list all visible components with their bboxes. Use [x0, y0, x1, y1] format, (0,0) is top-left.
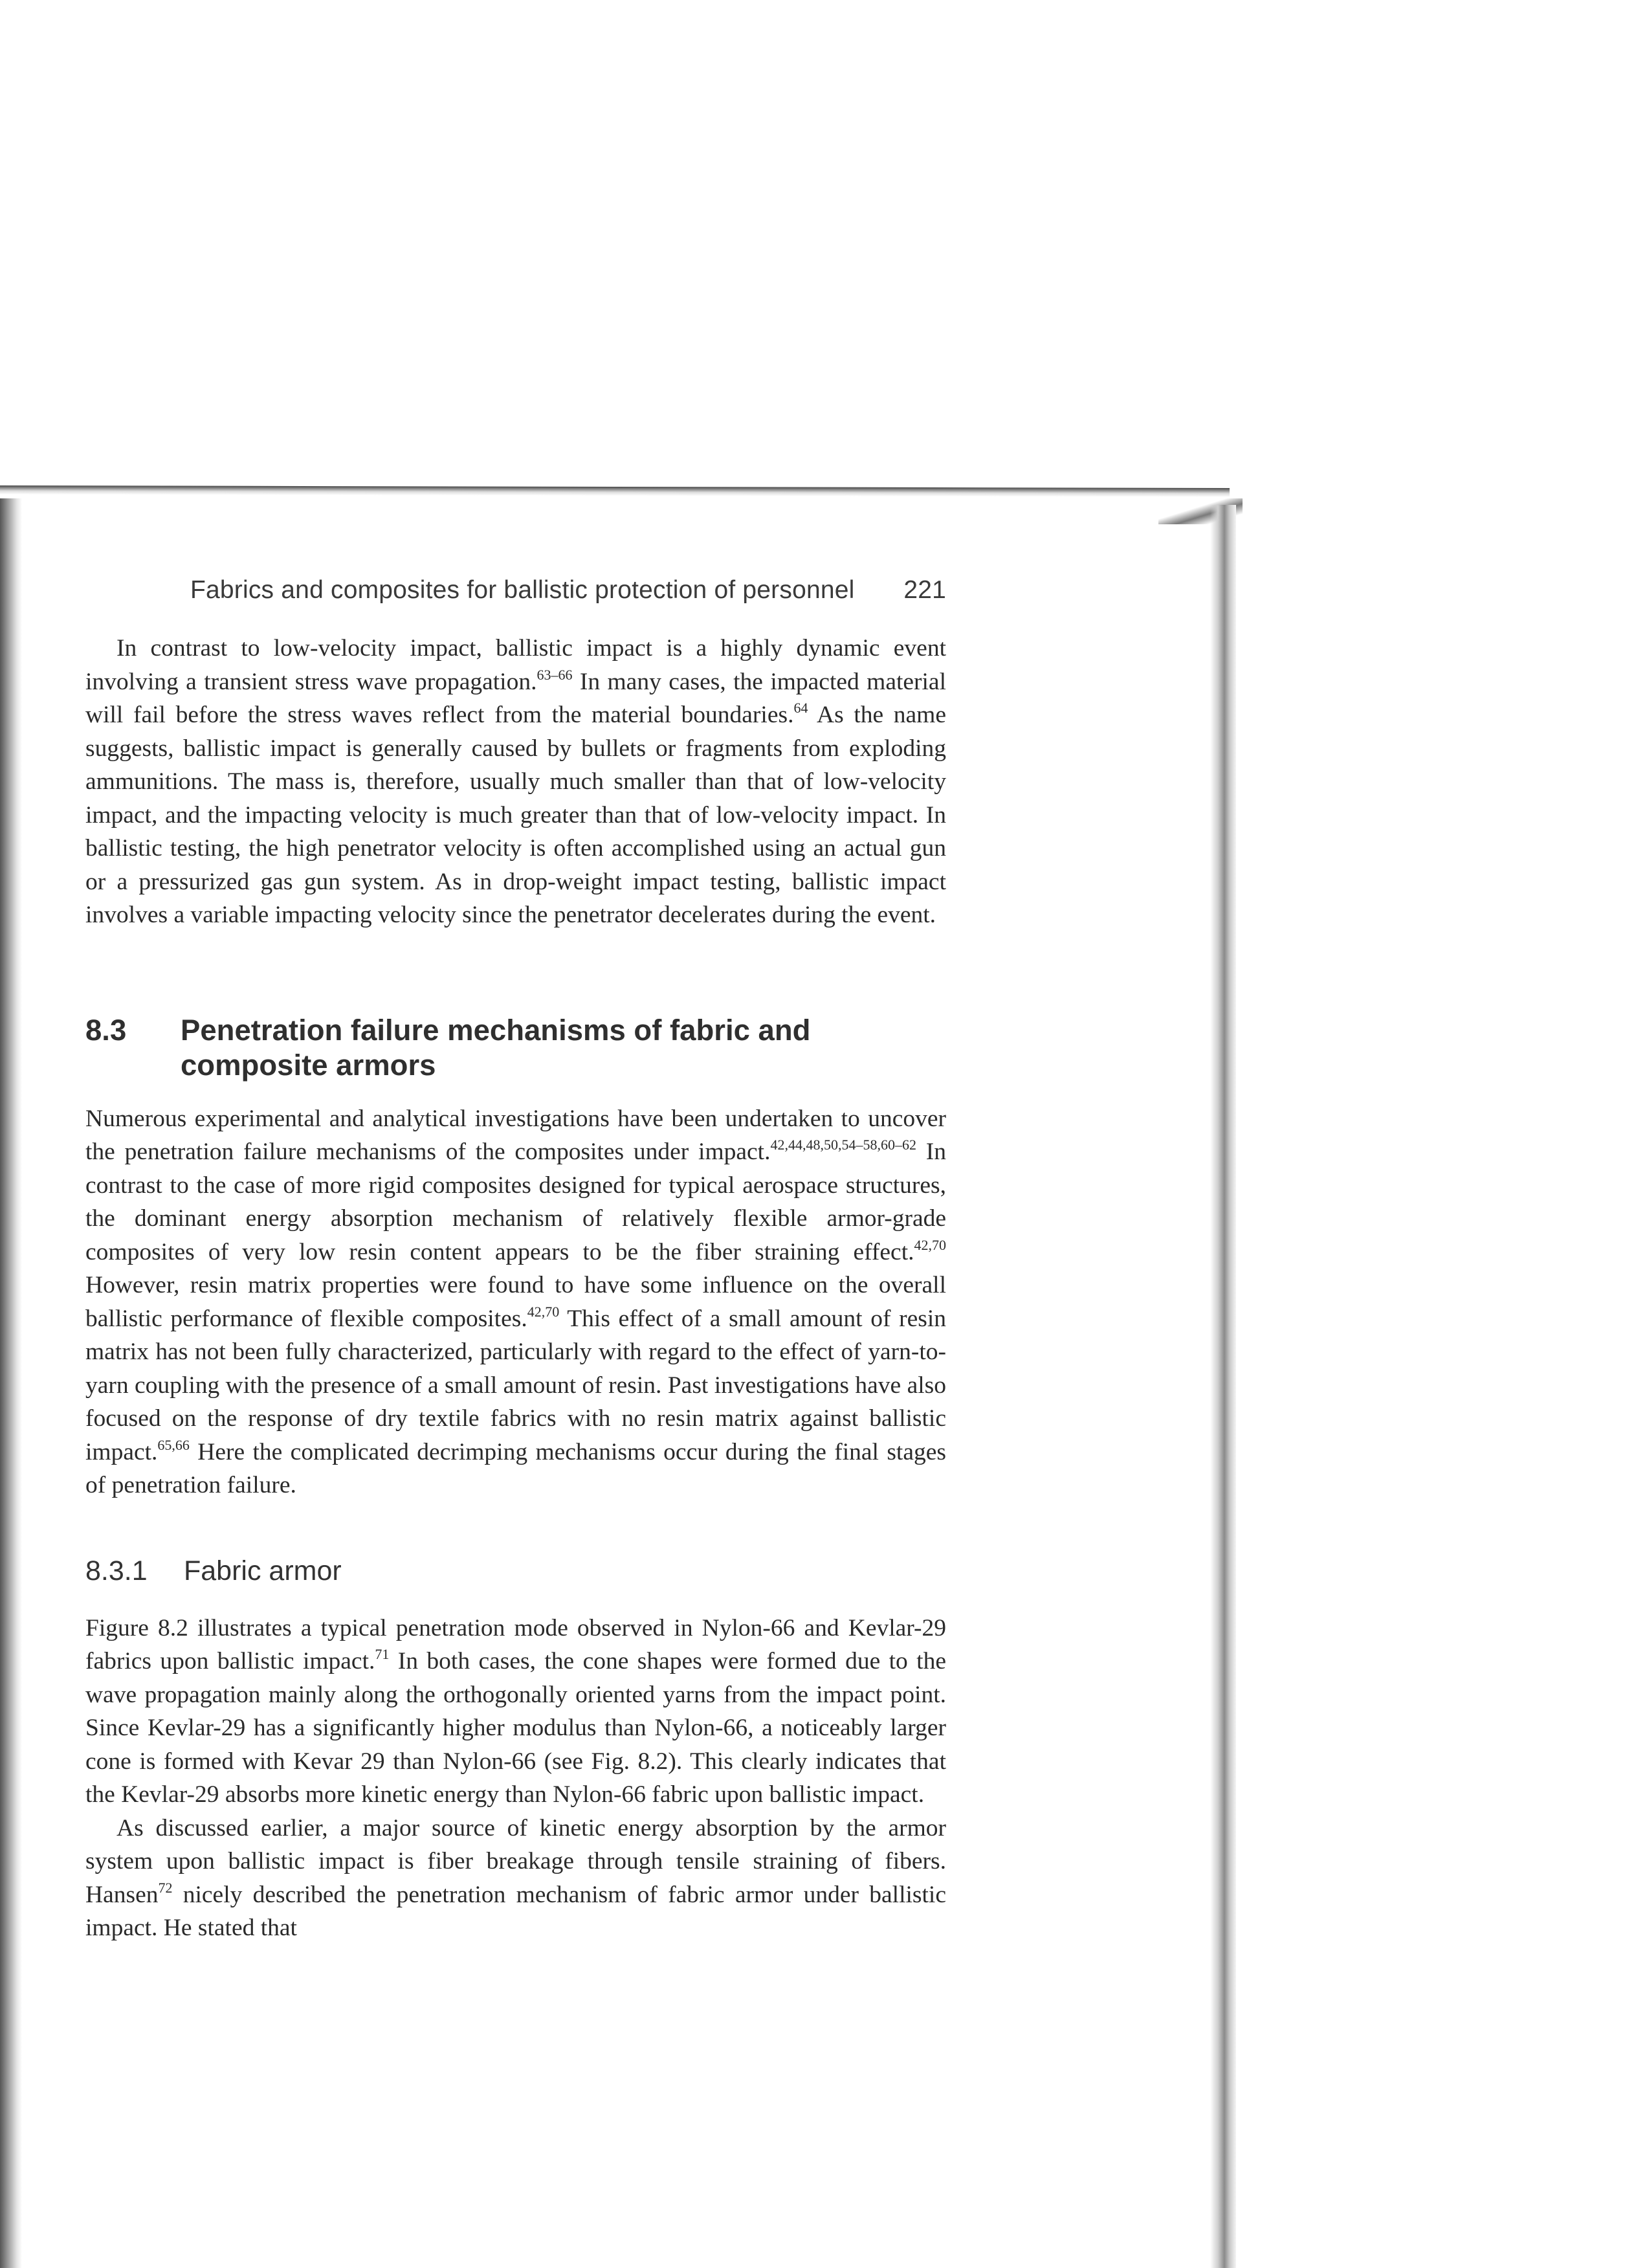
text-run: This effect of a small amount of resin matrix has not been fully characterized, particularly with regard to the effect of yarn-to-yarn coupling with the presence of a small amount of resin. Past investigations have also focused on the response of dry textile fabrics with no resin matrix against ballistic impact. — [85, 1305, 946, 1465]
citation: 71 — [375, 1646, 390, 1662]
text-run: Numerous experimental and analytical investigations have been undertaken to uncover the penetration failure mechanisms of the composites under impact. — [85, 1105, 946, 1165]
citation: 42,44,48,50,54–58,60–62 — [770, 1137, 916, 1153]
scan-left-shadow — [0, 498, 22, 2268]
text-run: In many cases, the impacted material will fail before the stress waves reflect from the material boundaries. — [85, 668, 946, 728]
page-number: 221 — [903, 576, 946, 604]
citation: 64 — [793, 700, 808, 716]
text-run: In contrast to the case of more rigid composites designed for typical aerospace structures, the dominant energy absorption mechanism of relatively flexible armor-grade composites of very low resin content appears to be the fiber straining effect. — [85, 1139, 946, 1265]
citation: 42,70 — [527, 1303, 560, 1320]
section-number: 8.3 — [85, 1013, 127, 1047]
subsection-heading — [85, 1555, 946, 1587]
paragraph-hansen — [85, 1812, 946, 1945]
citation: 65,66 — [157, 1436, 190, 1453]
section-title: Penetration failure mechanisms of fabric and composite armors — [181, 1013, 811, 1082]
paragraph-ballistic-impact — [85, 632, 946, 932]
text-run: Figure 8.2 illustrates a typical penetration mode observed in Nylon-66 and Kevlar-29 fabrics upon ballistic impact. — [85, 1614, 946, 1674]
running-head — [85, 576, 946, 605]
citation: 42,70 — [914, 1236, 946, 1253]
text-run: As the name suggests, ballistic impact is generally caused by bullets or fragments from exploding ammunitions. The mass is, therefore, usually much smaller than that of low-velocity impact, and the impacting velocity is much greater than that of low-velocity impact. In ballistic testing, the high penetrator velocity is often accomplished using an actual gun or a pressurized gas gun system. As in drop-weight impact testing, ballistic impact involves a variable impacting velocity since the penetrator decelerates during the event. — [85, 702, 946, 928]
scan-top-edge — [0, 485, 1230, 497]
text-run: However, resin matrix properties were found to have some influence on the overall ballistic performance of flexible composites. — [85, 1272, 946, 1332]
book-page — [85, 576, 946, 1945]
citation: 63–66 — [536, 666, 573, 683]
scan-binding-shadow — [1210, 505, 1236, 2268]
subsection-number: 8.3.1 — [85, 1555, 148, 1586]
text-run: nicely described the penetration mechanism of fabric armor under ballistic impact. He stated that — [85, 1881, 946, 1941]
citation: 72 — [158, 1879, 173, 1896]
running-head-title: Fabrics and composites for ballistic protection of personnel — [190, 576, 855, 604]
subsection-title: Fabric armor — [184, 1555, 342, 1586]
paragraph-fabric-armor — [85, 1612, 946, 1812]
section-heading — [85, 1013, 946, 1083]
text-run: As discussed earlier, a major source of kinetic energy absorption by the armor system upon ballistic impact is fiber breakage through tensile straining of fibers. Hansen — [85, 1814, 946, 1908]
text-run: In contrast to low-velocity impact, ballistic impact is a highly dynamic event involving a transient stress wave propagation. — [85, 635, 946, 695]
paragraph-penetration-mechanisms — [85, 1102, 946, 1502]
text-run: In both cases, the cone shapes were formed due to the wave propagation mainly along the orthogonally oriented yarns from the impact point. Since Kevlar-29 has a significantly higher modulus than Nylon-66, a noticeably larger cone is formed with Kevar 29 than Nylon-66 (see Fig. 8.2). This clearly indicates that the Kevlar-29 absorbs more kinetic energy than Nylon-66 fabric upon ballistic impact. — [85, 1648, 946, 1808]
text-run: Here the complicated decrimping mechanisms occur during the final stages of penetration failure. — [85, 1438, 946, 1498]
